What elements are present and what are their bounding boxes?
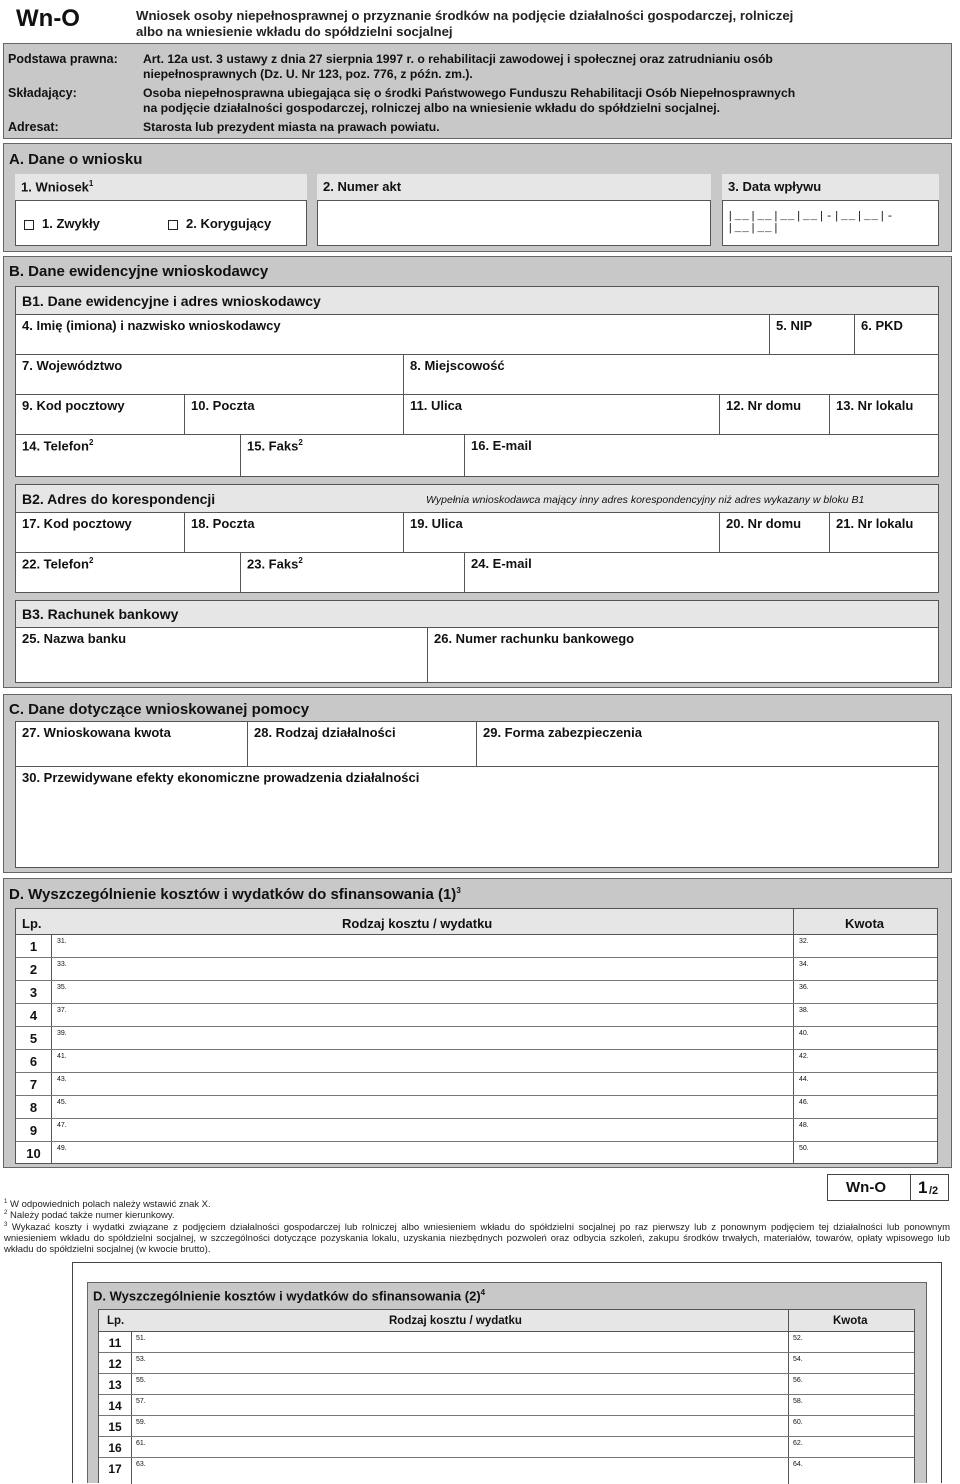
section-d2-sup: 4 <box>480 1288 486 1297</box>
table-row <box>99 1437 914 1458</box>
table-row <box>99 1353 914 1374</box>
row-lp: 2 <box>29 962 38 977</box>
field-23-label-wrap <box>247 556 303 571</box>
field-7-wojewodztwo[interactable] <box>15 354 404 395</box>
row-cost-type-field[interactable]: 35. <box>57 984 67 991</box>
checkbox-icon[interactable] <box>168 220 178 230</box>
section-d2-title: D. Wyszczególnienie kosztów i wydatków do sfinansowania (2) <box>93 1288 481 1304</box>
row-lp: 10 <box>26 1146 41 1161</box>
row-cost-type-field[interactable]: 49. <box>57 1145 67 1152</box>
col-amount: Kwota <box>845 916 884 931</box>
field-27-kwota[interactable] <box>15 721 248 767</box>
row-cost-type-field[interactable]: 37. <box>57 1007 67 1014</box>
section-d1-sup: 3 <box>456 886 461 895</box>
row-amount-field[interactable]: 44. <box>799 1076 809 1083</box>
section-c-title: C. Dane dotyczące wnioskowanej pomocy <box>9 701 310 718</box>
field-19-label: 19. Ulica <box>410 516 463 531</box>
col-type-2: Rodzaj kosztu / wydatku <box>389 1315 522 1327</box>
submitter-line-1: Osoba niepełnosprawna ubiegająca się o środki Państwowego Funduszu Rehabilitacji Osób Niepełnosprawnych <box>143 86 796 100</box>
cost-table-2-header <box>99 1310 914 1332</box>
b1-header <box>15 286 939 315</box>
field-22-sup: 2 <box>88 556 94 565</box>
field-4-name[interactable] <box>15 314 770 355</box>
row-lp: 9 <box>29 1123 38 1138</box>
option-zwykly-label: 1. Zwykły <box>42 216 100 231</box>
date-mask: |__|__|__|__|-|__|__|-|__|__| <box>727 211 895 235</box>
field-14-label: 14. Telefon <box>22 438 89 454</box>
option-zwykly[interactable] <box>24 216 100 231</box>
row-amount-field[interactable]: 50. <box>799 1145 809 1152</box>
table-row <box>99 1374 914 1395</box>
footnote-3-text: Wykazać koszty i wydatki związane z podjęciem działalności gospodarczej lub rolniczej albo wniesieniem wkładu do spółdzielni socjalnej po raz pierwszy lub z ponownym podjęciem tej działalności lub ponownym wniesieniem wkładu do spółdzielni socjalnej, w szczególności dotyczące pozyskania lokalu, uzyskania niezbędnych pozwoleń oraz odbycia szkoleń, zakupu środków trwałych, materiałów, towarów, opłaty wpisowego lub wkładu do spółdzielni socjalnej (w kwocie brutto). <box>4 1222 950 1256</box>
row-lp: 8 <box>29 1100 38 1115</box>
field-22-telefon[interactable] <box>15 552 241 593</box>
row-amount-field[interactable]: 36. <box>799 984 809 991</box>
field-3-data-wplywu[interactable] <box>722 174 939 246</box>
field-15-faks[interactable] <box>240 434 465 477</box>
table-row <box>16 958 937 981</box>
field-20-label: 20. Nr domu <box>726 516 802 531</box>
field-24-email[interactable] <box>464 552 939 593</box>
col-lp: Lp. <box>22 916 42 931</box>
field-24-label: 24. E-mail <box>471 556 532 571</box>
row-amount-field[interactable]: 54. <box>793 1356 803 1363</box>
col-amount-2: Kwota <box>833 1315 868 1327</box>
row-lp: 6 <box>29 1054 38 1069</box>
row-amount-field[interactable]: 60. <box>793 1419 803 1426</box>
field-11-ulica[interactable] <box>403 394 720 435</box>
table-row <box>16 1096 937 1119</box>
field-17-kod[interactable] <box>15 512 185 553</box>
row-amount-field[interactable]: 32. <box>799 938 809 945</box>
field-21-label: 21. Nr lokalu <box>836 516 914 531</box>
section-b-title: B. Dane ewidencyjne wnioskodawcy <box>9 263 269 280</box>
field-26-label: 26. Numer rachunku bankowego <box>434 631 635 646</box>
row-amount-field[interactable]: 40. <box>799 1030 809 1037</box>
field-29-zabezpieczenie[interactable] <box>476 721 939 767</box>
field-23-label: 23. Faks <box>247 556 299 572</box>
row-cost-type-field[interactable]: 39. <box>57 1030 67 1037</box>
row-lp: 11 <box>108 1336 122 1350</box>
table-row <box>16 981 937 1004</box>
field-15-label-wrap <box>247 438 303 453</box>
row-cost-type-field[interactable]: 45. <box>57 1099 67 1106</box>
table-row <box>16 935 937 958</box>
table-row <box>16 1073 937 1096</box>
table-row <box>99 1416 914 1437</box>
field-26-account[interactable] <box>427 627 939 683</box>
section-d2-title-wrap <box>93 1288 485 1303</box>
field-3-label: 3. Data wpływu <box>728 179 822 194</box>
row-lp: 3 <box>29 985 38 1000</box>
row-lp: 14 <box>108 1399 122 1413</box>
legal-basis-line-2: niepełnosprawnych (Dz. U. Nr 123, poz. 776, z późn. zm.). <box>143 67 473 81</box>
field-18-poczta[interactable] <box>184 512 404 553</box>
row-cost-type-field[interactable]: 53. <box>136 1356 146 1363</box>
field-1-header <box>15 174 307 201</box>
row-cost-type-field[interactable]: 33. <box>57 961 67 968</box>
row-cost-type-field[interactable]: 57. <box>136 1398 146 1405</box>
table-row <box>99 1395 914 1416</box>
row-amount-field[interactable]: 42. <box>799 1053 809 1060</box>
field-8-label: 8. Miejscowość <box>410 358 505 373</box>
form-title-line-1: Wniosek osoby niepełnosprawnej o przyznanie środków na podjęcie działalności gospodarczej, rolniczej <box>136 8 794 23</box>
row-lp: 13 <box>108 1378 122 1392</box>
row-cost-type-field[interactable]: 55. <box>136 1377 146 1384</box>
field-19-ulica[interactable] <box>403 512 720 553</box>
footnote-1-num: 1 <box>4 1199 8 1205</box>
row-amount-field[interactable]: 56. <box>793 1377 803 1384</box>
field-13-nr-lokalu[interactable] <box>829 394 939 435</box>
cost-table-1 <box>15 908 938 1164</box>
row-amount-field[interactable]: 64. <box>793 1461 803 1468</box>
row-cost-type-field[interactable]: 47. <box>57 1122 67 1129</box>
row-amount-field[interactable]: 58. <box>793 1398 803 1405</box>
row-lp: 5 <box>29 1031 38 1046</box>
row-cost-type-field[interactable]: 59. <box>136 1419 146 1426</box>
legal-block <box>3 43 952 139</box>
field-30-efekty[interactable] <box>15 766 939 868</box>
field-27-label: 27. Wnioskowana kwota <box>22 725 171 740</box>
row-lp: 4 <box>29 1008 38 1023</box>
field-28-label: 28. Rodzaj działalności <box>254 725 396 740</box>
field-14-telefon[interactable] <box>15 434 241 477</box>
field-4-label: 4. Imię (imiona) i nazwisko wnioskodawcy <box>22 318 281 333</box>
field-5-nip[interactable] <box>769 314 855 355</box>
row-lp: 17 <box>108 1462 122 1476</box>
field-12-label: 12. Nr domu <box>726 398 802 413</box>
page-marker-num: 1 <box>918 1178 928 1197</box>
section-a-title: A. Dane o wniosku <box>9 151 143 168</box>
table-row <box>16 1119 937 1142</box>
row-lp: 1 <box>29 939 38 954</box>
field-25-label: 25. Nazwa banku <box>22 631 127 646</box>
table-row <box>99 1458 914 1479</box>
row-cost-type-field[interactable]: 51. <box>136 1335 146 1342</box>
field-14-sup: 2 <box>88 438 94 447</box>
col-lp-2: Lp. <box>107 1315 125 1327</box>
submitter-line-2: na podjęcie działalności gospodarczej, rolniczej albo na wniesienie wkładu do spółdzielni socjalnej. <box>143 101 721 115</box>
row-lp: 16 <box>108 1441 122 1455</box>
field-15-sup: 2 <box>298 438 303 447</box>
table-row <box>99 1332 914 1353</box>
b1-title: B1. Dane ewidencyjne i adres wnioskodawcy <box>22 293 321 309</box>
field-23-sup: 2 <box>298 556 303 565</box>
checkbox-icon[interactable] <box>24 220 34 230</box>
section-d1-title: D. Wyszczególnienie kosztów i wydatków do sfinansowania (1) <box>9 886 457 903</box>
field-8-miejscowosc[interactable] <box>403 354 939 395</box>
field-12-nr-domu[interactable] <box>719 394 830 435</box>
field-13-label: 13. Nr lokalu <box>836 398 914 413</box>
field-11-label: 11. Ulica <box>410 398 463 413</box>
page-marker-code: Wn-O <box>846 1179 886 1196</box>
field-2-numer-akt[interactable] <box>317 174 711 246</box>
row-amount-field[interactable]: 46. <box>799 1099 809 1106</box>
row-lp: 7 <box>29 1077 38 1092</box>
page-marker-den: /2 <box>929 1185 939 1197</box>
cost-table-2 <box>98 1309 915 1483</box>
b3-header <box>15 600 939 628</box>
footnote-2-num: 2 <box>4 1210 8 1216</box>
footnote-3 <box>4 1220 950 1255</box>
field-10-label: 10. Poczta <box>191 398 255 413</box>
field-14-label-wrap <box>22 438 93 453</box>
footnote-2-text: Należy podać także numer kierunkowy. <box>9 1210 175 1222</box>
field-15-label: 15. Faks <box>247 438 299 454</box>
field-9-label: 9. Kod pocztowy <box>22 398 125 413</box>
field-20-nr-domu[interactable] <box>719 512 830 553</box>
form-title-line-2: albo na wniesienie wkładu do spółdzielni socjalnej <box>136 24 453 39</box>
field-29-label: 29. Forma zabezpieczenia <box>483 725 642 740</box>
row-amount-field[interactable]: 38. <box>799 1007 809 1014</box>
field-1-wniosek <box>15 174 307 246</box>
footnote-3-num: 3 <box>4 1222 8 1228</box>
b2-note: Wypełnia wnioskodawca mający inny adres korespondencyjny niż adres wykazany w bloku B1 <box>426 494 865 506</box>
row-amount-field[interactable]: 62. <box>793 1440 803 1447</box>
field-7-label: 7. Województwo <box>22 358 123 373</box>
field-22-label: 22. Telefon <box>22 556 89 572</box>
row-lp: 12 <box>108 1357 122 1371</box>
option-korygujacy[interactable] <box>168 216 271 231</box>
field-6-label: 6. PKD <box>861 318 903 333</box>
field-10-poczta[interactable] <box>184 394 404 435</box>
field-22-label-wrap <box>22 556 93 571</box>
row-cost-type-field[interactable]: 43. <box>57 1076 67 1083</box>
row-cost-type-field[interactable]: 63. <box>136 1461 146 1468</box>
field-25-bank[interactable] <box>15 627 428 683</box>
row-cost-type-field[interactable]: 61. <box>136 1440 146 1447</box>
row-cost-type-field[interactable]: 31. <box>57 938 67 945</box>
field-21-nr-lokalu[interactable] <box>829 512 939 553</box>
row-amount-field[interactable]: 34. <box>799 961 809 968</box>
field-6-pkd[interactable] <box>854 314 939 355</box>
table-row <box>16 1027 937 1050</box>
table-row <box>16 1050 937 1073</box>
addressee-label: Adresat: <box>8 120 59 134</box>
field-2-header <box>317 174 711 201</box>
field-28-rodzaj[interactable] <box>247 721 477 767</box>
col-type: Rodzaj kosztu / wydatku <box>342 916 493 931</box>
field-17-label: 17. Kod pocztowy <box>22 516 132 531</box>
submitter-label: Składający: <box>8 86 77 100</box>
b2-title: B2. Adres do korespondencji <box>22 491 216 507</box>
field-5-label: 5. NIP <box>776 318 813 333</box>
b3-title: B3. Rachunek bankowy <box>22 606 179 622</box>
row-lp: 15 <box>108 1420 122 1434</box>
field-16-label: 16. E-mail <box>471 438 532 453</box>
field-23-faks[interactable] <box>240 552 465 593</box>
field-1-sup: 1 <box>88 179 94 188</box>
field-18-label: 18. Poczta <box>191 516 255 531</box>
field-3-header <box>722 174 939 201</box>
option-korygujacy-label: 2. Korygujący <box>186 216 272 231</box>
field-1-label: 1. Wniosek <box>21 179 89 195</box>
form-code: Wn-O <box>16 5 80 32</box>
table-row <box>16 1142 937 1165</box>
field-9-kod[interactable] <box>15 394 185 435</box>
addressee-value: Starosta lub prezydent miasta na prawach powiatu. <box>143 120 440 134</box>
field-16-email[interactable] <box>464 434 939 477</box>
legal-basis-label: Podstawa prawna: <box>8 52 118 66</box>
row-amount-field[interactable]: 48. <box>799 1122 809 1129</box>
section-d1-title-wrap <box>9 886 461 903</box>
legal-basis-line-1: Art. 12a ust. 3 ustawy z dnia 27 sierpnia 1997 r. o rehabilitacji zawodowej i społecznej oraz zatrudnianiu osób <box>143 52 773 66</box>
field-2-label: 2. Numer akt <box>323 179 402 194</box>
field-30-label: 30. Przewidywane efekty ekonomiczne prowadzenia działalności <box>22 770 420 785</box>
row-amount-field[interactable]: 52. <box>793 1335 803 1342</box>
b2-header <box>15 484 939 513</box>
form-header <box>0 0 960 42</box>
footnote-1-text: W odpowiednich polach należy wstawić znak X. <box>9 1199 211 1211</box>
cost-table-1-header <box>16 909 937 935</box>
row-cost-type-field[interactable]: 41. <box>57 1053 67 1060</box>
field-1-label-wrap <box>21 179 93 194</box>
table-row <box>16 1004 937 1027</box>
